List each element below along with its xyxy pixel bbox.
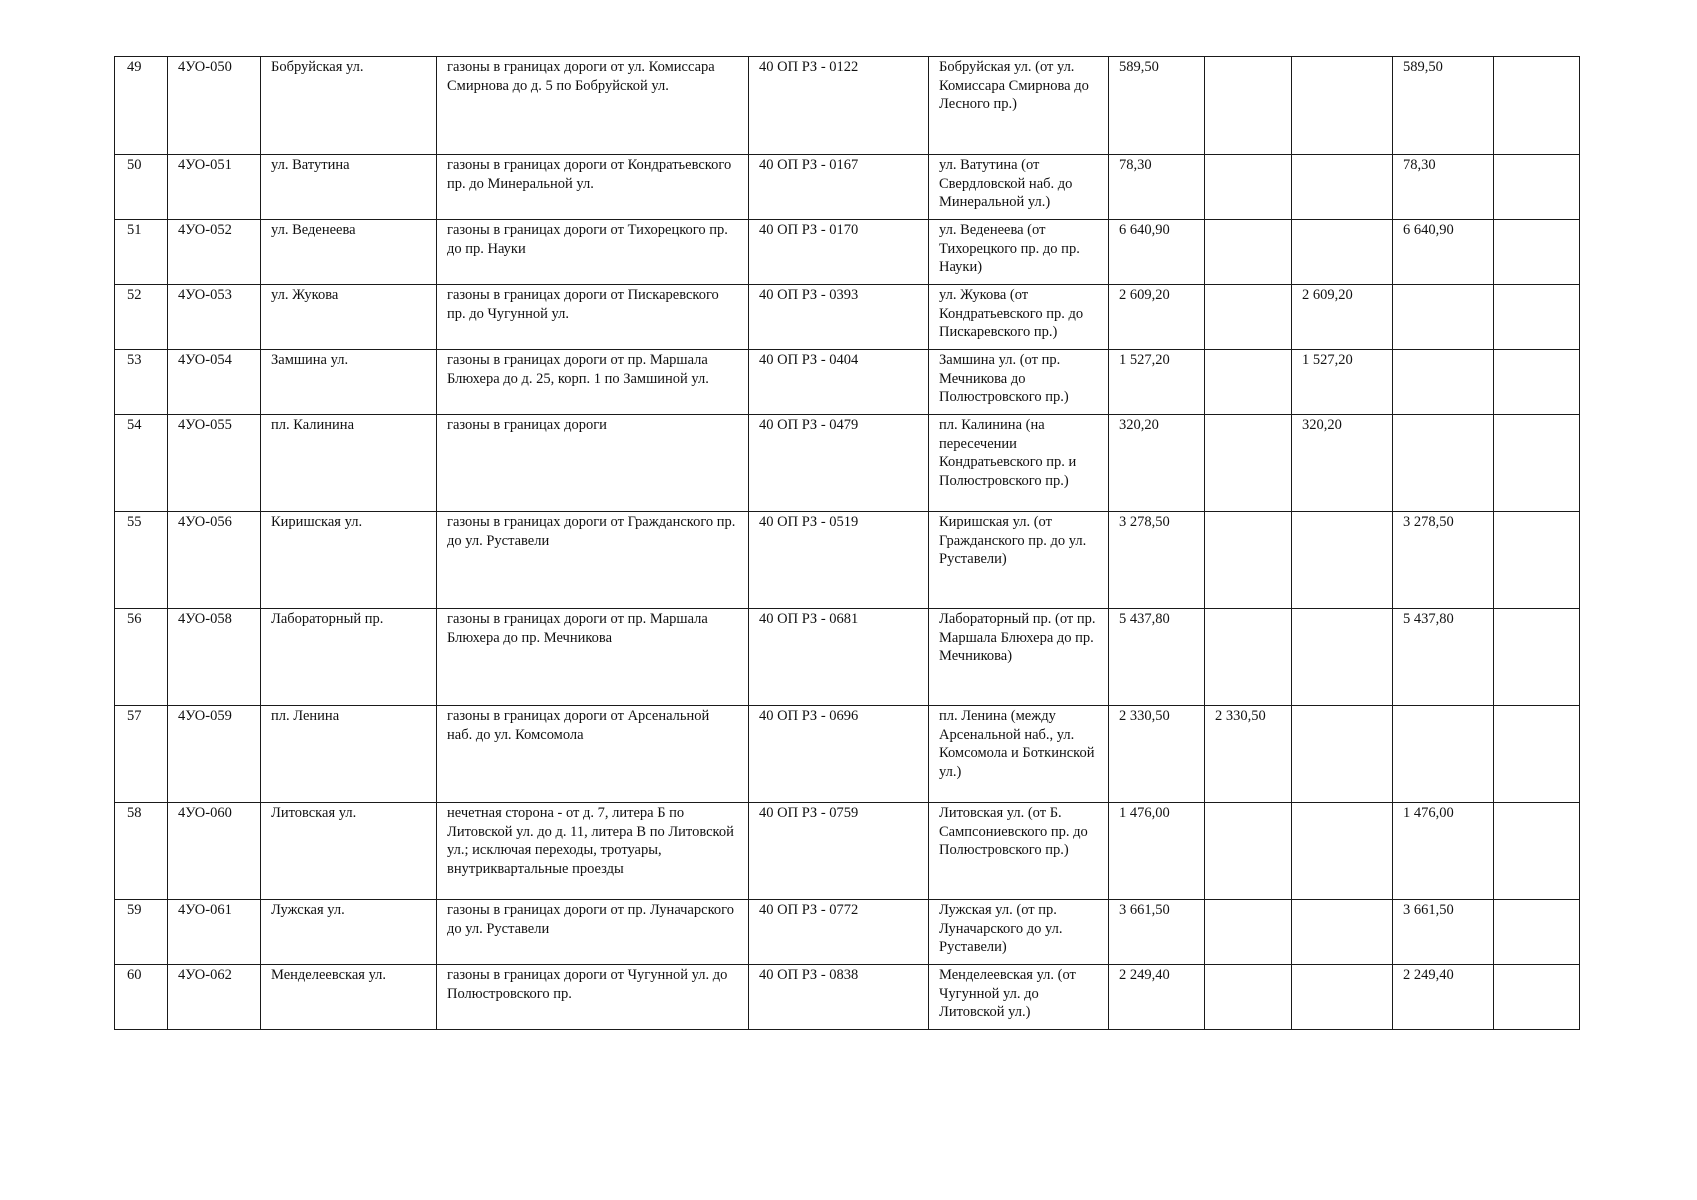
area-column-d-cell [1494,512,1580,609]
road-name-cell: Замшина ул. (от пр. Мечникова до Полюстровского пр.) [929,350,1109,415]
table-row [115,900,1580,965]
area-column-a-cell [1205,285,1292,350]
area-column-a-cell: 2 330,50 [1205,706,1292,803]
row-number-cell: 51 [115,220,168,285]
area-column-b-cell [1292,609,1393,706]
table-row [115,220,1580,285]
object-code-cell: 4УО-055 [168,415,261,512]
object-code-cell: 4УО-053 [168,285,261,350]
road-id-cell: 40 ОП РЗ - 0479 [749,415,929,512]
description-cell: газоны в границах дороги от Арсенальной наб. до ул. Комсомола [437,706,749,803]
description-cell: газоны в границах дороги от пр. Маршала Блюхера до пр. Мечникова [437,609,749,706]
description-cell: газоны в границах дороги [437,415,749,512]
area-column-d-cell [1494,900,1580,965]
road-name-cell: Лабораторный пр. (от пр. Маршала Блюхера до пр. Мечникова) [929,609,1109,706]
area-column-d-cell [1494,350,1580,415]
area-column-c-cell: 589,50 [1393,57,1494,155]
description-cell: газоны в границах дороги от Гражданского пр. до ул. Руставели [437,512,749,609]
total-area-cell: 2 249,40 [1109,965,1205,1030]
area-column-c-cell: 2 249,40 [1393,965,1494,1030]
street-name-cell: пл. Калинина [261,415,437,512]
street-name-cell: Замшина ул. [261,350,437,415]
area-column-d-cell [1494,965,1580,1030]
table-row [115,512,1580,609]
road-id-cell: 40 ОП РЗ - 0838 [749,965,929,1030]
table-row [115,706,1580,803]
area-column-d-cell [1494,57,1580,155]
area-column-b-cell [1292,155,1393,220]
row-number-cell: 59 [115,900,168,965]
row-number-cell: 58 [115,803,168,900]
object-code-cell: 4УО-062 [168,965,261,1030]
area-column-b-cell [1292,803,1393,900]
road-name-cell: Лужская ул. (от пр. Луначарского до ул. Руставели) [929,900,1109,965]
description-cell: газоны в границах дороги от Тихорецкого пр. до пр. Науки [437,220,749,285]
road-id-cell: 40 ОП РЗ - 0519 [749,512,929,609]
object-code-cell: 4УО-054 [168,350,261,415]
street-name-cell: Литовская ул. [261,803,437,900]
area-column-a-cell [1205,803,1292,900]
description-cell: газоны в границах дороги от пр. Луначарского до ул. Руставели [437,900,749,965]
row-number-cell: 56 [115,609,168,706]
total-area-cell: 2 330,50 [1109,706,1205,803]
area-column-c-cell [1393,285,1494,350]
road-name-cell: Киришская ул. (от Гражданского пр. до ул. Руставели) [929,512,1109,609]
row-number-cell: 52 [115,285,168,350]
area-column-b-cell: 1 527,20 [1292,350,1393,415]
table-row [115,803,1580,900]
road-name-cell: пл. Ленина (между Арсенальной наб., ул. Комсомола и Боткинской ул.) [929,706,1109,803]
street-name-cell: Лужская ул. [261,900,437,965]
street-name-cell: Менделеевская ул. [261,965,437,1030]
area-column-d-cell [1494,220,1580,285]
row-number-cell: 49 [115,57,168,155]
area-column-a-cell [1205,965,1292,1030]
area-column-a-cell [1205,900,1292,965]
area-column-b-cell [1292,706,1393,803]
description-cell: газоны в границах дороги от Кондратьевского пр. до Минеральной ул. [437,155,749,220]
total-area-cell: 3 661,50 [1109,900,1205,965]
object-code-cell: 4УО-061 [168,900,261,965]
object-code-cell: 4УО-051 [168,155,261,220]
road-name-cell: Менделеевская ул. (от Чугунной ул. до Литовской ул.) [929,965,1109,1030]
road-name-cell: Бобруйская ул. (от ул. Комиссара Смирнова до Лесного пр.) [929,57,1109,155]
road-name-cell: пл. Калинина (на пересечении Кондратьевского пр. и Полюстровского пр.) [929,415,1109,512]
row-number-cell: 54 [115,415,168,512]
area-column-a-cell [1205,512,1292,609]
description-cell: газоны в границах дороги от Пискаревского пр. до Чугунной ул. [437,285,749,350]
object-code-cell: 4УО-059 [168,706,261,803]
area-column-d-cell [1494,609,1580,706]
area-column-d-cell [1494,803,1580,900]
area-column-c-cell: 3 661,50 [1393,900,1494,965]
area-column-b-cell [1292,900,1393,965]
road-id-cell: 40 ОП РЗ - 0772 [749,900,929,965]
area-column-c-cell [1393,706,1494,803]
table-row [115,415,1580,512]
table-row [115,155,1580,220]
table-row [115,285,1580,350]
total-area-cell: 78,30 [1109,155,1205,220]
data-table [114,56,1580,1030]
object-code-cell: 4УО-056 [168,512,261,609]
total-area-cell: 1 476,00 [1109,803,1205,900]
area-column-d-cell [1494,285,1580,350]
road-name-cell: Литовская ул. (от Б. Сампсониевского пр. до Полюстровского пр.) [929,803,1109,900]
road-id-cell: 40 ОП РЗ - 0167 [749,155,929,220]
area-column-c-cell: 6 640,90 [1393,220,1494,285]
street-name-cell: Лабораторный пр. [261,609,437,706]
object-code-cell: 4УО-058 [168,609,261,706]
row-number-cell: 50 [115,155,168,220]
area-column-b-cell: 320,20 [1292,415,1393,512]
street-name-cell: ул. Веденеева [261,220,437,285]
area-column-d-cell [1494,155,1580,220]
area-column-a-cell [1205,220,1292,285]
area-column-a-cell [1205,57,1292,155]
description-cell: нечетная сторона - от д. 7, литера Б по Литовской ул. до д. 11, литера В по Литовской ул.; исключая переходы, тротуары, внутриквартальные проезды [437,803,749,900]
object-code-cell: 4УО-050 [168,57,261,155]
total-area-cell: 589,50 [1109,57,1205,155]
object-code-cell: 4УО-060 [168,803,261,900]
area-column-b-cell: 2 609,20 [1292,285,1393,350]
street-name-cell: ул. Жукова [261,285,437,350]
description-cell: газоны в границах дороги от ул. Комиссара Смирнова до д. 5 по Бобруйской ул. [437,57,749,155]
total-area-cell: 1 527,20 [1109,350,1205,415]
road-id-cell: 40 ОП РЗ - 0681 [749,609,929,706]
table-row [115,350,1580,415]
total-area-cell: 2 609,20 [1109,285,1205,350]
total-area-cell: 6 640,90 [1109,220,1205,285]
area-column-c-cell: 5 437,80 [1393,609,1494,706]
street-name-cell: Бобруйская ул. [261,57,437,155]
area-column-c-cell [1393,415,1494,512]
street-name-cell: Киришская ул. [261,512,437,609]
road-name-cell: ул. Ватутина (от Свердловской наб. до Минеральной ул.) [929,155,1109,220]
area-column-b-cell [1292,512,1393,609]
road-id-cell: 40 ОП РЗ - 0170 [749,220,929,285]
area-column-d-cell [1494,415,1580,512]
total-area-cell: 5 437,80 [1109,609,1205,706]
area-column-a-cell [1205,609,1292,706]
total-area-cell: 3 278,50 [1109,512,1205,609]
row-number-cell: 60 [115,965,168,1030]
area-column-a-cell [1205,415,1292,512]
description-cell: газоны в границах дороги от Чугунной ул. до Полюстровского пр. [437,965,749,1030]
row-number-cell: 57 [115,706,168,803]
area-column-c-cell [1393,350,1494,415]
table-row [115,57,1580,155]
area-column-a-cell [1205,350,1292,415]
road-id-cell: 40 ОП РЗ - 0404 [749,350,929,415]
area-column-b-cell [1292,965,1393,1030]
total-area-cell: 320,20 [1109,415,1205,512]
area-column-c-cell: 78,30 [1393,155,1494,220]
street-name-cell: пл. Ленина [261,706,437,803]
area-column-c-cell: 3 278,50 [1393,512,1494,609]
road-id-cell: 40 ОП РЗ - 0393 [749,285,929,350]
road-name-cell: ул. Веденеева (от Тихорецкого пр. до пр. Науки) [929,220,1109,285]
area-column-d-cell [1494,706,1580,803]
row-number-cell: 55 [115,512,168,609]
street-name-cell: ул. Ватутина [261,155,437,220]
description-cell: газоны в границах дороги от пр. Маршала Блюхера до д. 25, корп. 1 по Замшиной ул. [437,350,749,415]
table-row [115,965,1580,1030]
area-column-b-cell [1292,57,1393,155]
road-name-cell: ул. Жукова (от Кондратьевского пр. до Пискаревского пр.) [929,285,1109,350]
table-row [115,609,1580,706]
area-column-b-cell [1292,220,1393,285]
object-code-cell: 4УО-052 [168,220,261,285]
road-id-cell: 40 ОП РЗ - 0122 [749,57,929,155]
area-column-c-cell: 1 476,00 [1393,803,1494,900]
area-column-a-cell [1205,155,1292,220]
road-id-cell: 40 ОП РЗ - 0696 [749,706,929,803]
row-number-cell: 53 [115,350,168,415]
road-id-cell: 40 ОП РЗ - 0759 [749,803,929,900]
